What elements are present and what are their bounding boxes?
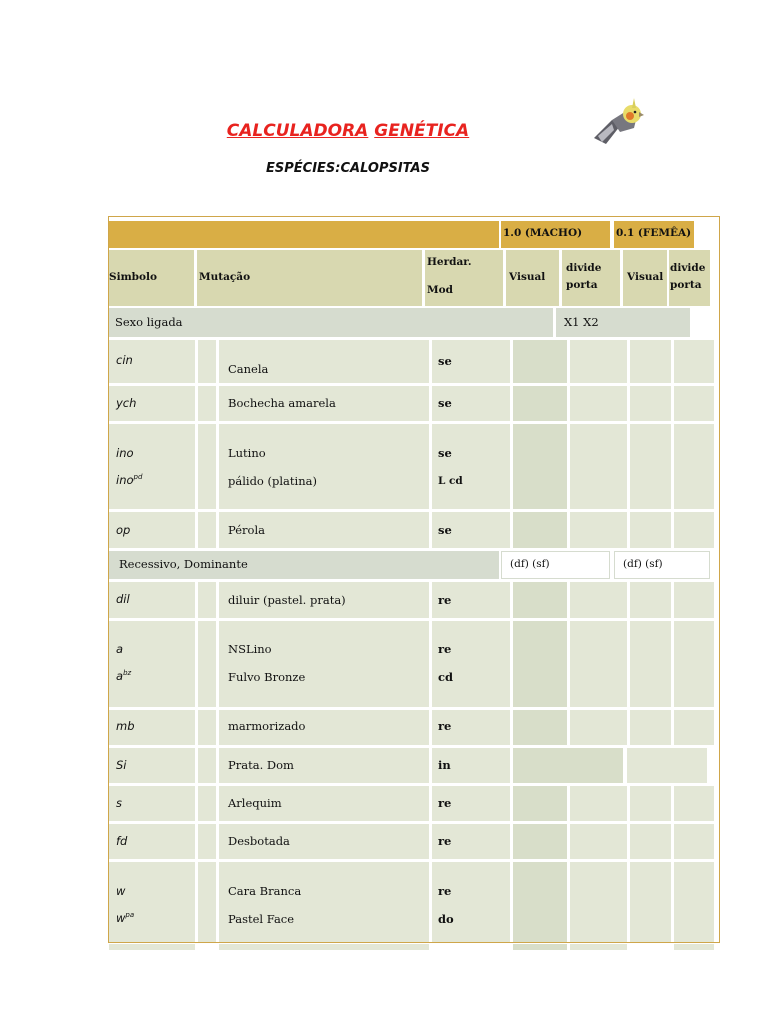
row-name: NSLino [228,642,272,656]
row-name: marmorizado [228,719,306,733]
row-symbol: fd [116,834,128,848]
row-symbol: w [116,884,126,898]
macho-header: 1.0 (MACHO) [501,221,610,248]
section2-macho: (df) (sf) [501,551,610,579]
row-mod: re [438,834,452,848]
row-symbol: Si [116,758,127,772]
row-symbol: $w^{pa}$ [116,911,135,925]
row-symbol: mb [116,719,135,733]
femea-header: 0.1 (FEMÊA) [614,221,694,248]
row-name: Pérola [228,523,265,537]
section-sexo-ligada: Sexo ligada [109,308,553,337]
row-name: diluir (pastel. prata) [228,593,346,607]
row-name: Prata. Dom [228,758,294,772]
row-name: Bochecha amarela [228,396,336,410]
row-name: Arlequim [228,796,282,810]
row-mod: se [438,523,452,537]
section2-femea: (df) (sf) [614,551,710,579]
col-divide-femea: divide porta [669,250,710,306]
page-subtitle: ESPÉCIES:CALOPSITAS [266,161,430,176]
row-name: pálido (platina) [228,474,317,488]
row-name: Lutino [228,446,266,460]
row-mod: in [438,758,451,772]
row-symbol: ych [116,396,137,410]
row-name: Fulvo Bronze [228,670,306,684]
row-symbol: a [116,642,124,656]
cockatiel-icon [590,92,650,148]
row-mod: re [438,884,452,898]
row-mod: se [438,446,452,460]
row-symbol: op [116,523,131,537]
section-recessivo-dominante: Recessivo, Dominante [109,551,499,579]
row-mod: re [438,719,452,733]
col-visual-macho: Visual [506,250,559,306]
col-mutacao: Mutação [197,250,422,306]
row-mod: re [438,796,452,810]
row-mod: do [438,912,454,926]
row-symbol: s [116,796,122,810]
row-mod: cd [438,670,454,684]
row-mod: re [438,593,452,607]
row-mod: se [438,396,452,410]
row-name: Canela [228,362,269,376]
row-symbol: dil [116,592,130,606]
page-title: CALCULADORA GENÉTICA [226,121,470,141]
row-name: Cara Branca [228,884,302,898]
row-name: Desbotada [228,834,290,848]
row-symbol: ino [116,446,134,460]
col-simbolo: Simbolo [109,250,194,306]
section-sexo-ligada-x: X1 X2 [556,308,690,337]
col-visual-femea: Visual [623,250,667,306]
header-gold-bar [109,221,499,248]
col-divide-macho: divide porta [562,250,620,306]
row-symbol: cin [116,353,133,367]
row-mod: se [438,354,452,368]
row-symbol: $a^{bz}$ [116,669,132,683]
col-herdar: Herdar. Mod [425,250,503,306]
row-name: Pastel Face [228,912,295,926]
row-mod: re [438,642,452,656]
row-symbol: ino$^{pd}$ [116,473,143,487]
row-mod: L cd [438,475,463,487]
